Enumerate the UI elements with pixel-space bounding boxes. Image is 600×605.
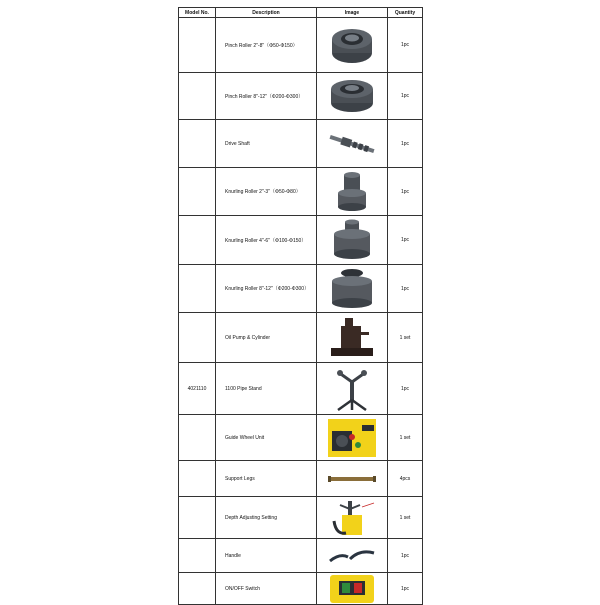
image-cell xyxy=(317,497,388,539)
description-cell: Pinch Roller 8"-12"（Φ200-Φ300） xyxy=(216,73,317,120)
header-image: Image xyxy=(317,8,388,18)
description-cell: Handle xyxy=(216,539,317,573)
image-cell xyxy=(317,73,388,120)
depth-adjuster-icon xyxy=(326,499,378,537)
table-row xyxy=(179,461,423,497)
description-cell: Knurling Roller 2"-3"（Φ50-Φ80） xyxy=(216,168,317,216)
image-cell xyxy=(317,216,388,265)
quantity-cell: 1 set xyxy=(388,497,423,539)
table-row xyxy=(179,415,423,461)
model-cell xyxy=(179,313,216,363)
model-cell xyxy=(179,73,216,120)
oil-pump-icon xyxy=(327,316,377,360)
description-cell: 1100 Pipe Stand xyxy=(216,363,317,415)
table-row xyxy=(179,539,423,573)
header-quantity: Quantity xyxy=(388,8,423,18)
guide-wheel-icon xyxy=(326,417,378,459)
description-cell: Drive Shaft xyxy=(216,120,317,168)
knurling-roller-large-icon xyxy=(329,268,375,310)
image-cell xyxy=(317,363,388,415)
model-cell: 4021110 xyxy=(179,363,216,415)
table-row xyxy=(179,168,423,216)
parts-table xyxy=(178,7,423,605)
image-cell xyxy=(317,415,388,461)
model-cell xyxy=(179,168,216,216)
header-description: Description xyxy=(216,8,317,18)
table-row xyxy=(179,120,423,168)
table-row xyxy=(179,313,423,363)
quantity-cell: 1pc xyxy=(388,539,423,573)
model-cell xyxy=(179,265,216,313)
switch-box-icon xyxy=(329,574,375,604)
model-cell xyxy=(179,18,216,73)
description-cell: ON/OFF Switch xyxy=(216,573,317,605)
image-cell xyxy=(317,168,388,216)
image-cell xyxy=(317,265,388,313)
pipe-stand-icon xyxy=(330,366,374,412)
quantity-cell: 1pc xyxy=(388,168,423,216)
header-row xyxy=(179,8,423,18)
knurling-roller-medium-icon xyxy=(330,219,374,261)
description-cell: Depth Adjusting Setting xyxy=(216,497,317,539)
description-cell: Support Legs xyxy=(216,461,317,497)
description-cell: Oil Pump & Cylinder xyxy=(216,313,317,363)
image-cell xyxy=(317,539,388,573)
pinch-roller-icon xyxy=(328,23,376,67)
model-cell xyxy=(179,415,216,461)
model-cell xyxy=(179,497,216,539)
quantity-cell: 1 set xyxy=(388,415,423,461)
quantity-cell: 1pc xyxy=(388,73,423,120)
pinch-roller-large-icon xyxy=(328,76,376,116)
quantity-cell: 1pc xyxy=(388,216,423,265)
table-row xyxy=(179,363,423,415)
table-row xyxy=(179,265,423,313)
quantity-cell: 1 set xyxy=(388,313,423,363)
description-cell: Guide Wheel Unit xyxy=(216,415,317,461)
image-cell xyxy=(317,313,388,363)
image-cell xyxy=(317,18,388,73)
model-cell xyxy=(179,120,216,168)
quantity-cell: 1pc xyxy=(388,265,423,313)
header-model-no: Model No. xyxy=(179,8,216,18)
image-cell xyxy=(317,120,388,168)
quantity-cell: 1pc xyxy=(388,573,423,605)
quantity-cell: 1pc xyxy=(388,18,423,73)
description-cell: Pinch Roller 2"-8"（Φ50-Φ150） xyxy=(216,18,317,73)
quantity-cell: 1pc xyxy=(388,120,423,168)
model-cell xyxy=(179,461,216,497)
support-leg-icon xyxy=(326,472,378,486)
model-cell xyxy=(179,539,216,573)
description-cell: Knurling Roller 4"-6"（Φ100-Φ150） xyxy=(216,216,317,265)
table-row xyxy=(179,73,423,120)
description-cell: Knurling Roller 8"-12"（Φ200-Φ300） xyxy=(216,265,317,313)
model-cell xyxy=(179,216,216,265)
quantity-cell: 1pc xyxy=(388,363,423,415)
handle-icon xyxy=(326,545,378,567)
table-row xyxy=(179,216,423,265)
knurling-roller-small-icon xyxy=(332,171,372,213)
drive-shaft-icon xyxy=(327,129,377,159)
table-row xyxy=(179,18,423,73)
image-cell xyxy=(317,461,388,497)
quantity-cell: 4pcs xyxy=(388,461,423,497)
table-row xyxy=(179,497,423,539)
